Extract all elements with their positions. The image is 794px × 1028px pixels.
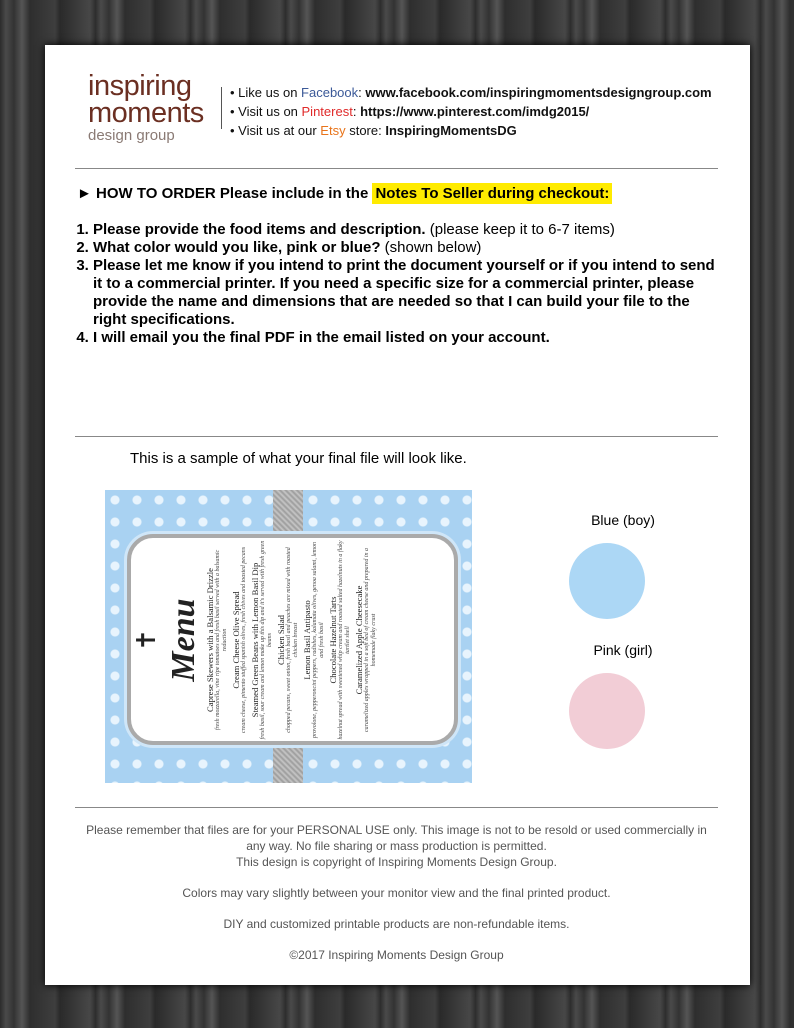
copyright-notice: This design is copyright of Inspiring Moments Design Group. — [236, 855, 557, 869]
step: 4. I will email you the final PDF in the email listed on your account. — [93, 329, 723, 347]
divider — [75, 807, 718, 808]
divider — [75, 168, 718, 169]
social-links — [230, 83, 712, 140]
highlight: Notes To Seller during checkout: — [372, 183, 612, 204]
how-to-order-heading: ► HOW TO ORDER Please include in the Notes To Seller during checkout: — [77, 183, 612, 205]
menu-item-description: cream cheese, pimento stuffed spanish olives, fresh chives and toasted pecans — [240, 546, 247, 733]
order-info-sheet — [45, 45, 750, 985]
footer — [75, 822, 718, 963]
divider — [221, 87, 222, 129]
divider — [75, 436, 718, 437]
pink-label: Pink (girl) — [593, 642, 653, 658]
cross-icon: ✝ — [131, 628, 161, 651]
logo — [88, 70, 204, 144]
sample-caption: This is a sample of what your final file will look like. — [130, 450, 467, 467]
menu-item: Chicken Salad — [275, 614, 286, 665]
etsy-link[interactable]: • Visit us at our Etsy store: InspiringMomentsDG — [230, 123, 517, 138]
logo-line: design group — [88, 127, 175, 144]
menu-sample-image — [105, 490, 472, 783]
color-notice: Colors may vary slightly between your monitor view and the final printed product. — [182, 886, 611, 900]
refund-notice: DIY and customized printable products are non-refundable items. — [223, 917, 570, 931]
logo-line: inspiring — [88, 70, 192, 102]
menu-item: Caprese Skewers with a Balsamic Drizzle — [204, 567, 215, 712]
menu-item-description: fresh basil, sour cream and lemon make up this dip and it's served with fresh green beans — [259, 540, 273, 739]
copyright-line: ©2017 Inspiring Moments Design Group — [289, 948, 504, 962]
menu-card — [127, 534, 458, 745]
menu-item-description: caramelized apples wrapped in a soft bed of cream cheese and prepared in a homemade flaky crust — [363, 547, 377, 732]
menu-item-description: hazelnut spread with sweetened whip cream and roasted salted hazelnuts in a flaky tartlet shell — [337, 540, 351, 739]
logo-line: moments — [88, 97, 204, 129]
menu-item-description: chopped pecans, sweet onion, fresh basil and peaches are mixed with roasted chicken breast — [285, 546, 299, 733]
menu-item: Cream Cheese Olive Spread — [230, 590, 241, 689]
menu-item-description: fresh mozzarella, vine ripe tomatoes and fresh basil served with a balsamic reduction — [214, 549, 228, 730]
step: 2. What color would you like, pink or blue? (shown below) — [93, 239, 723, 257]
step: 3. Please let me know if you intend to print the document yourself or if you intend to send it to a commercial printer. If you need a specific size for a commercial printer, please provide the name and dimensions that are needed so that I can build your file to the right specifications. — [93, 257, 723, 329]
blue-label: Blue (boy) — [591, 512, 655, 528]
usage-notice: Please remember that files are for your PERSONAL USE only. This image is not to be resold or used commercially in any way. No file sharing or mass production is permitted. — [86, 823, 707, 853]
menu-item: Chocolate Hazelnut Tarts — [327, 595, 338, 684]
menu-item-description: provolone, pepperoncini peppers, radishes, kalamata olives, genoa salami, lemon and fresh basil — [311, 541, 325, 738]
menu-item: Steamed Green Beans with Lemon Basil Dip — [249, 562, 260, 717]
blue-swatch — [569, 543, 645, 619]
step: 1. Please provide the food items and description. (please keep it to 6-7 items) — [93, 221, 723, 239]
menu-item: Caramelized Apple Cheesecake — [353, 585, 364, 694]
pinterest-link[interactable]: • Visit us on Pinterest: https://www.pinterest.com/imdg2015/ — [230, 104, 590, 119]
menu-title: Menu — [164, 597, 202, 682]
pink-swatch — [569, 673, 645, 749]
facebook-link[interactable]: • Like us on Facebook: www.facebook.com/inspiringmomentsdesigngroup.com — [230, 85, 712, 100]
menu-item: Lemon Basil Antipasto — [301, 599, 312, 680]
order-steps — [77, 221, 723, 347]
